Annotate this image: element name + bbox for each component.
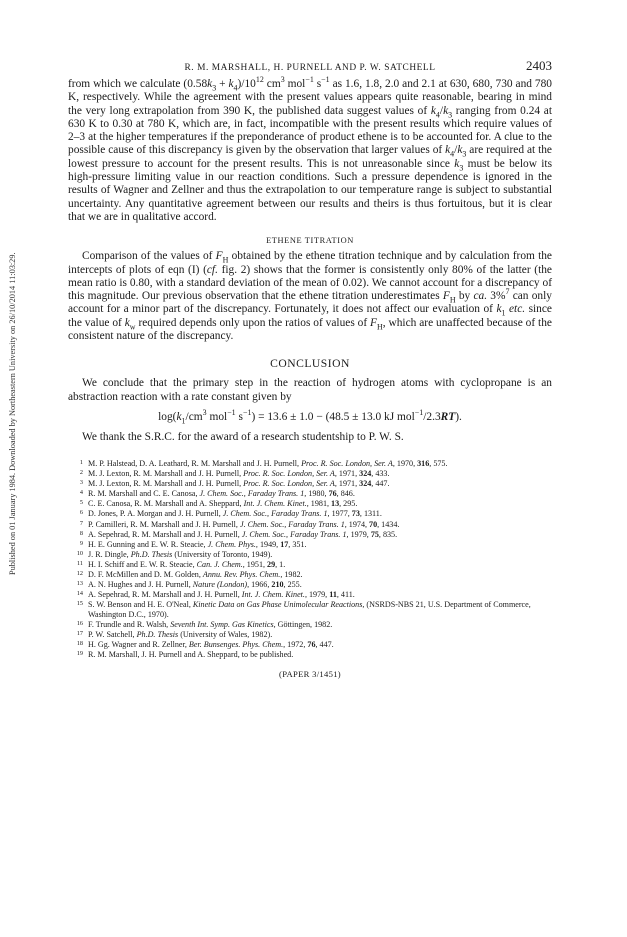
references-list (68, 459, 552, 660)
reference-number: 6 (79, 509, 83, 517)
reference-number: 19 (76, 650, 83, 658)
reference-number: 10 (76, 549, 83, 557)
reference-number: 1 (79, 459, 83, 467)
paper-number: (PAPER 3/1451) (279, 669, 341, 680)
paragraph-conclusion: We conclude that the primary step in the reaction of hydrogen atoms with cyclopropane is an abstraction reaction with a rate constant given by (68, 377, 552, 403)
reference-number: 16 (76, 619, 83, 627)
paragraph-ethene-titration: Comparison of the values of $F_H$ obtained by the ethene titration technique and by calculation from the intercepts of plots of eqn (I) (cf. fig. 2) shows that the former is consistently only 80% of the latter (the mean ratio is 0.80, with a standard deviation of the mean of 0.02). We cannot account for a discrepancy of this magnitude. Our previous observation that the ethene titration underestimates $F_H$ by ca. 3%$^7$ can only account for a minor part of the discrepancy. Fortunately, it does not affect our evaluation of $k_1$ etc. since the value of $k_w$ required depends only upon the ratios of values of $F_H$, which are unaffected because of the consistent nature of the discrepancy. (68, 250, 552, 343)
reference-item: 2 M. J. Lexton, R. M. Marshall and J. H. Purnell, Proc. R. Soc. London, Ser. A, 1971, 324, 433. (68, 469, 552, 479)
reference-number: 4 (79, 489, 83, 497)
rate-constant-equation: $\log(k_1/cm^3$ mol$^{-1}$ $s^{-1}) = 13.6 \pm 1.0 - (48.5 \pm 13.0$ kJ mol$^{-1}$/2.3RT). (158, 408, 462, 426)
reference-item: 4 R. M. Marshall and C. E. Canosa, J. Chem. Soc., Faraday Trans. 1, 1980, 76, 846. (68, 489, 552, 499)
reference-item: 11 H. I. Schiff and E. W. R. Steacie, Can. J. Chem., 1951, 29, 1. (68, 560, 552, 570)
paragraph-discussion: from which we calculate $(0.58k_3 + k_4)/10^{12}$ $cm^3$ mol$^{-1}$ $s^{-1}$ as 1.6, 1.8, 2.0 and 2.1 at 630, 680, 730 and 780 K, respectively. While the agreement with the present values appears quite reasonable, bearing in mind the very long extrapolation from 390 K, the published data suggest values of $k_4/k_3$ ranging from 0.24 at 630 K to 0.30 at 780 K, which are, in fact, incompatible with the present results which require values of 2–3 at the higher temperatures if the preponderance of product ethene is to be accounted for. A clue to the possible cause of this discrepancy is given by the observation that larger values of $k_4/k_3$ are required at the lowest pressure to account for the present results. This is not unreasonable since $k_3$ must be below its high-pressure limiting value in our reaction conditions. Such a pressure dependence is ignored in the results of Wagner and Zellner and thus the extrapolation to our temperature range is subject to substantial uncertainty. Any quantitative agreement between our results and theirs is thus fortuitous, but it is clear that we are in qualitative accord. (68, 75, 553, 223)
reference-number: 8 (79, 529, 83, 537)
reference-number: 3 (79, 479, 83, 487)
reference-number: 7 (79, 519, 83, 527)
section-heading-conclusion: CONCLUSION (270, 357, 350, 371)
reference-number: 9 (79, 539, 83, 547)
reference-item: 19 R. M. Marshall, J. H. Purnell and A. Sheppard, to be published. (68, 650, 552, 660)
reference-item: 17 P. W. Satchell, Ph.D. Thesis (University of Wales, 1982). (68, 630, 552, 640)
reference-number: 14 (76, 589, 83, 597)
reference-number: 2 (79, 469, 83, 477)
running-header (68, 58, 552, 78)
reference-number: 12 (76, 569, 83, 577)
reference-item: 10 J. R. Dingle, Ph.D. Thesis (University of Toronto, 1949). (68, 550, 552, 560)
reference-item: 14 A. Sepehrad, R. M. Marshall and J. H. Purnell, Int. J. Chem. Kinet., 1979, 11, 411. (68, 590, 552, 600)
reference-number: 11 (77, 559, 83, 567)
reference-item: 9 H. E. Gunning and E. W. R. Steacie, J. Chem. Phys., 1949, 17, 351. (68, 540, 552, 550)
reference-item: 6 D. Jones, P. A. Morgan and J. H. Purnell, J. Chem. Soc., Faraday Trans. 1, 1977, 73, 1311. (68, 509, 552, 519)
page-number: 2403 (526, 58, 552, 73)
reference-number: 5 (79, 499, 83, 507)
header-authors: R. M. MARSHALL, H. PURNELL AND P. W. SATCHELL (184, 63, 436, 73)
reference-item: 1 M. P. Halstead, D. A. Leathard, R. M. Marshall and J. H. Purnell, Proc. R. Soc. London, Ser. A, 1970, 316, 575. (68, 459, 552, 469)
reference-number: 13 (76, 579, 83, 587)
reference-item: 13 A. N. Hughes and J. H. Purnell, Nature (London), 1966, 210, 255. (68, 580, 552, 590)
reference-number: 17 (76, 630, 83, 638)
reference-item: 7 P. Camilleri, R. M. Marshall and J. H. Purnell, J. Chem. Soc., Faraday Trans. 1, 1974, 70, 1434. (68, 520, 552, 530)
section-heading-ethene-titration: ETHENE TITRATION (266, 236, 354, 246)
reference-item: 18 H. Gg. Wagner and R. Zellner, Ber. Bunsenges. Phys. Chem., 1972, 76, 447. (68, 640, 552, 650)
reference-item: 15 S. W. Benson and H. E. O'Neal, Kinetic Data on Gas Phase Unimolecular Reactions, (NSRDS-NBS 21, U.S. Department of Commerce, Washington D.C., 1970). (68, 600, 552, 620)
reference-number: 15 (76, 599, 83, 607)
download-watermark: Published on 01 January 1984. Downloaded by Northeastern University on 26/10/2014 11:03:29. (8, 252, 17, 575)
reference-item: 12 D. F. McMillen and D. M. Golden, Annu. Rev. Phys. Chem., 1982. (68, 570, 552, 580)
acknowledgement: We thank the S.R.C. for the award of a research studentship to P. W. S. (82, 430, 404, 443)
page-content (68, 58, 552, 679)
reference-item: 8 A. Sepehrad, R. M. Marshall and J. H. Purnell, J. Chem. Soc., Faraday Trans. 1, 1979, 75, 835. (68, 530, 552, 540)
reference-item: 3 M. J. Lexton, R. M. Marshall and J. H. Purnell, Proc. R. Soc. London, Ser. A, 1971, 324, 447. (68, 479, 552, 489)
reference-item: 5 C. E. Canosa, R. M. Marshall and A. Sheppard, Int. J. Chem. Kinet., 1981, 13, 295. (68, 499, 552, 509)
reference-item: 16 F. Trundle and R. Walsh, Seventh Int. Symp. Gas Kinetics, Göttingen, 1982. (68, 620, 552, 630)
reference-number: 18 (76, 640, 83, 648)
